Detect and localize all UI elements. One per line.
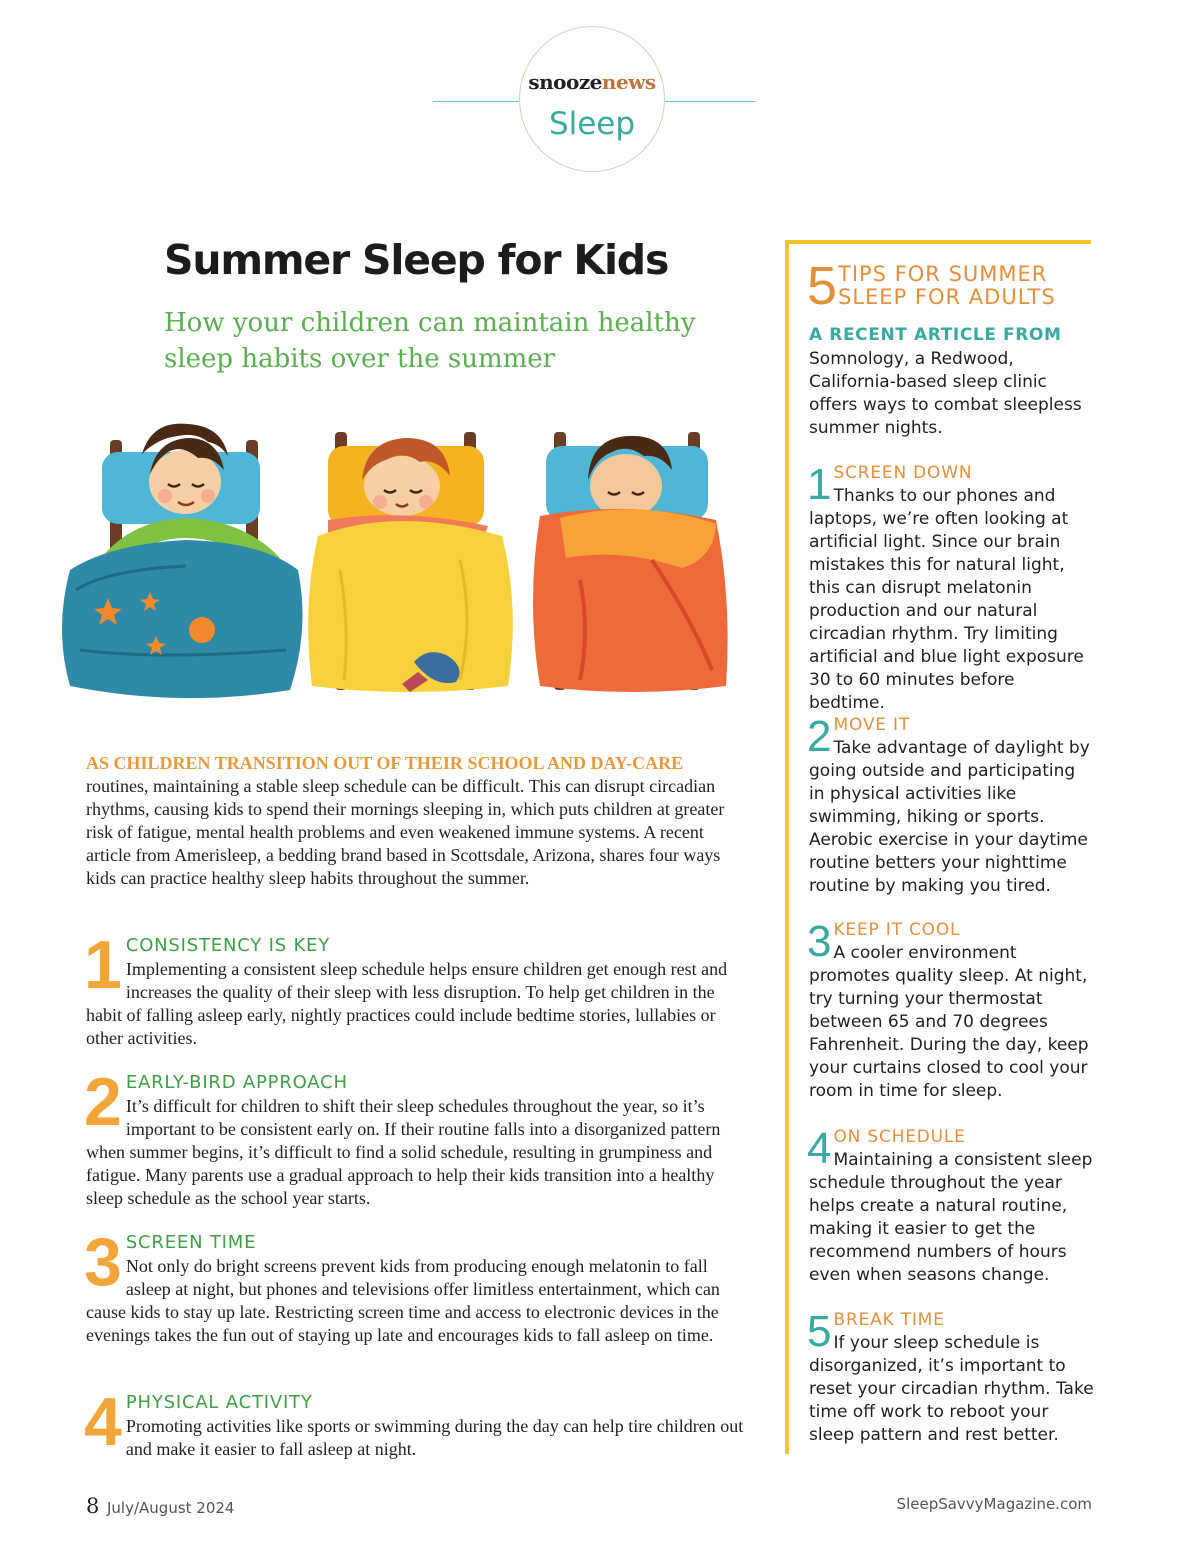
lead-text: routines, maintaining a stable sleep schedule can be difficult. This can disrupt circadian rhythms, causing kids to spend their mornings sleeping in, which puts children at greater risk of fatigue, mental health problems and even weakened immune systems. A recent article from Amerisleep, a bedding brand based in Scottsdale, Arizona, shares four ways kids can practice healthy sleep habits throughout the summer.: [86, 776, 725, 888]
sidebar-heading-number: 5: [807, 256, 838, 316]
tip-text: Not only do bright screens prevent kids from producing enough melatonin to fall asleep at night, but phones and televisions offer limitless entertainment, which can cause kids to stay up late. Restricting screen time and access to electronic devices in the evenings takes the fun out of staying up late and encourages kids to fall asleep on time.: [86, 1256, 720, 1345]
tip-text: If your sleep schedule is disorganized, it’s important to reset your circadian rhythm. Take time off work to reboot your sleep pattern and rest better.: [809, 1333, 1094, 1445]
masthead-badge: [519, 26, 665, 172]
sleeping-kid-yellow-blanket: [308, 432, 513, 692]
tip-text: It’s difficult for children to shift their sleep schedules throughout the year, so it’s important to be consistent early on. If their routine falls into a disorganized pattern when summer begins, it’s difficult to find a solid schedule, resulting in grumpiness and fatigue. Many parents use a gradual approach to help their kids transition into a healthy sleep schedule as the school year starts.: [86, 1096, 721, 1208]
kid-tip-3: [84, 1224, 746, 1347]
adult-tip-4: [809, 1126, 1094, 1287]
brand-news: news: [601, 70, 656, 94]
sidebar-intro: Somnology, a Redwood, California-based sleep clinic offers ways to combat sleepless summer nights.: [809, 349, 1082, 438]
tip-heading: PHYSICAL ACTIVITY: [125, 1392, 313, 1413]
tip-text: Implementing a consistent sleep schedule helps ensure children get enough rest and increases the quality of their sleep with less disruption. To help get children in the habit of falling asleep early, nightly practices could include bedtime stories, lullabies or other activities.: [86, 959, 728, 1048]
sleeping-kid-blue-blanket: [62, 424, 303, 699]
sidebar-rule-vertical: [785, 240, 789, 1454]
article-subtitle: How your children can maintain healthy sleep habits over the summer: [164, 308, 696, 374]
tip-heading: SCREEN TIME: [125, 1232, 257, 1253]
site-url: SleepSavvyMagazine.com: [896, 1495, 1092, 1513]
tip-number: 2: [807, 712, 832, 761]
tip-number: 1: [84, 927, 122, 1003]
adult-tip-2: [809, 714, 1094, 898]
kid-tip-1: [84, 927, 746, 1050]
sidebar-heading: TIPS FOR SUMMER SLEEP FOR ADULTS: [838, 262, 1056, 309]
section-name: Sleep: [548, 106, 636, 142]
tip-number: 2: [84, 1064, 122, 1140]
adult-tip-3: [809, 919, 1094, 1103]
sleeping-kids-illustration: [40, 410, 760, 710]
issue-date: July/August 2024: [107, 1499, 235, 1517]
tip-number: 4: [807, 1124, 832, 1173]
tip-heading: KEEP IT COOL: [833, 920, 961, 940]
article-lead: [86, 752, 746, 890]
brand-snooze: snooze: [528, 70, 602, 94]
tip-heading: MOVE IT: [833, 715, 911, 735]
adult-tip-5: [809, 1309, 1094, 1447]
masthead-brand: [519, 70, 665, 94]
tip-number: 5: [807, 1307, 832, 1356]
tip-number: 3: [807, 917, 832, 966]
adult-tip-1: [809, 462, 1094, 715]
page-number: 8: [86, 1494, 100, 1518]
tip-text: A cooler environment promotes quality sleep. At night, try turning your thermostat between 65 and 70 degrees Fahrenheit. During the day, keep your curtains closed to cool your room in time for sleep.: [809, 943, 1089, 1101]
tip-text: Take advantage of daylight by going outside and participating in physical activities like swimming, hiking or sports. Aerobic exercise in your daytime routine betters your nighttime routine by making you tired.: [809, 738, 1090, 896]
lead-kicker: AS CHILDREN TRANSITION OUT OF THEIR SCHOOL AND DAY-CARE: [86, 753, 684, 773]
tip-text: Thanks to our phones and laptops, we’re often looking at artificial light. Since our brain mistakes this for natural light, this can disrupt melatonin production and our natural circadian rhythm. Try limiting artificial and blue light exposure 30 to 60 minutes before bedtime.: [809, 486, 1084, 713]
tip-heading: EARLY-BIRD APPROACH: [125, 1072, 348, 1093]
tip-number: 4: [84, 1384, 122, 1460]
tip-heading: CONSISTENCY IS KEY: [125, 935, 331, 956]
kid-tip-2: [84, 1064, 746, 1210]
tip-heading: BREAK TIME: [833, 1310, 945, 1330]
sidebar-kicker: A RECENT ARTICLE FROM: [809, 325, 1062, 345]
tip-heading: SCREEN DOWN: [833, 463, 973, 483]
sleeping-kid-orange-blanket: [533, 432, 728, 692]
sidebar-rule-top: [785, 240, 1091, 244]
tip-heading: ON SCHEDULE: [833, 1127, 966, 1147]
kid-tip-4: [84, 1384, 746, 1461]
tip-text: Maintaining a consistent sleep schedule throughout the year helps create a natural routine, making it easier to get the recommend numbers of hours even when seasons change.: [809, 1150, 1093, 1285]
article-title: Summer Sleep for Kids: [164, 236, 669, 284]
tip-text: Promoting activities like sports or swimming during the day can help tire children out and make it easier to fall asleep at night.: [125, 1416, 744, 1459]
tip-number: 3: [84, 1224, 122, 1300]
tip-number: 1: [807, 460, 832, 509]
